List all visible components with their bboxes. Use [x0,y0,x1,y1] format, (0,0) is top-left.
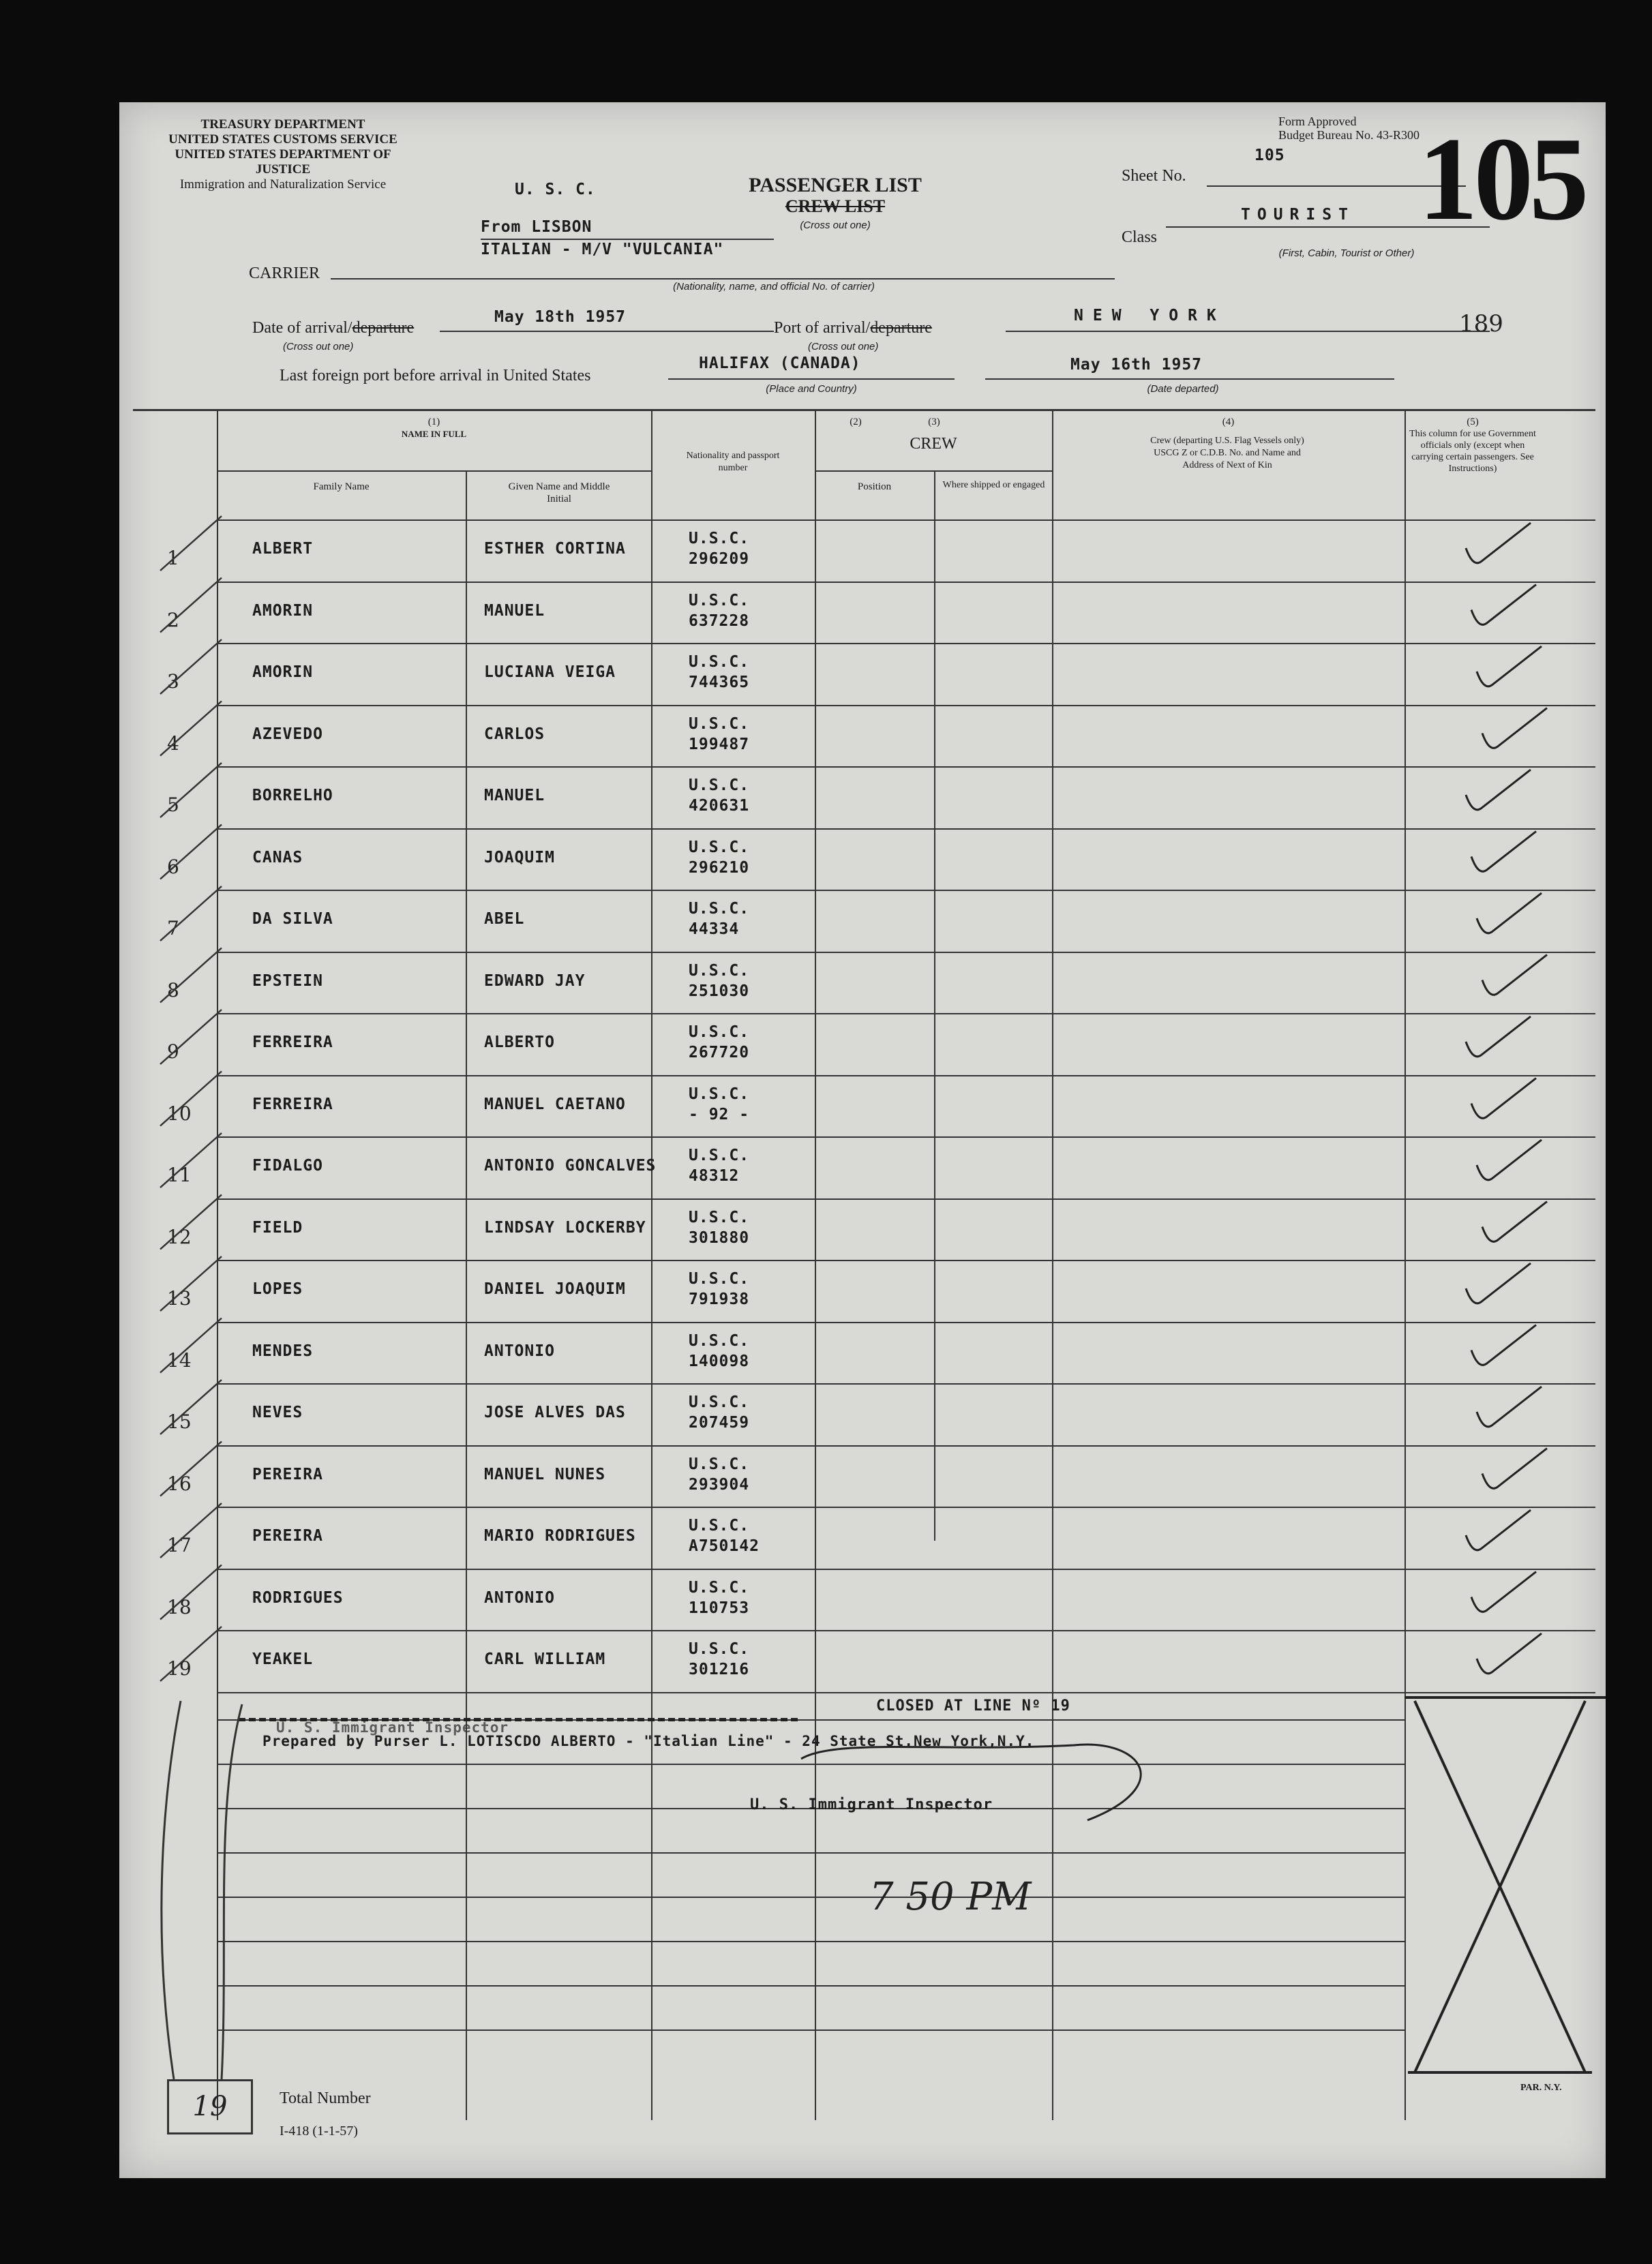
prepared-by-line: Prepared by Purser L. LOTISCDO ALBERTO - "Italian Line" - 24 State St.New York,N.Y. [262,1733,1035,1749]
given-name: ANTONIO [484,1588,555,1607]
handwritten-time: 7 50 PM [869,1875,1032,1919]
printer-mark: PAR. N.Y. [1520,2083,1562,2093]
nationality: U.S.C. [689,1208,750,1226]
check-mark [1482,955,1547,995]
carrier-label: CARRIER [249,265,320,282]
family-name: YEAKEL [252,1650,314,1668]
passport-number: 110753 [689,1599,750,1617]
col4-title: Crew (departing U.S. Flag Vessels only) USCG Z or C.D.B. No. and Name and Address of Next of Kin [1150,436,1304,470]
passport-number: 637228 [689,612,750,630]
given-name: ESTHER CORTINA [484,540,626,558]
family-name: FIDALGO [252,1157,323,1175]
line-number: 9 [167,1040,179,1063]
nationality: U.S.C. [689,1085,750,1103]
line-slash [160,763,222,817]
given-name: CARL WILLIAM [484,1650,606,1668]
arrival-label-text: Date of arrival/ [252,319,352,337]
sheet-number-typed: 105 [1255,147,1285,164]
line-number: 19 [167,1657,192,1680]
col1-family-header: Family Name [313,481,370,492]
line-number: 7 [167,917,179,939]
family-name: DA SILVA [252,910,333,928]
family-name: PEREIRA [252,1465,323,1483]
class-label: Class [1122,228,1158,246]
given-name: LINDSAY LOCKERBY [484,1218,646,1237]
line-number: 6 [167,855,179,878]
budget-bureau: Budget Bureau No. 43-R300 [1278,128,1420,142]
line-number: 4 [167,731,179,755]
passport-number: 791938 [689,1291,750,1308]
line-slash-marks [160,516,222,1681]
passport-number: 267720 [689,1044,750,1061]
line-number: 11 [167,1164,192,1186]
date-departed-caption: (Date departed) [1147,383,1219,395]
line-slash [160,1442,222,1496]
check-mark [1477,1387,1542,1427]
line-number: 17 [167,1534,192,1556]
given-name: ANTONIO GONCALVES [484,1157,657,1175]
line-number: 15 [167,1410,192,1433]
given-name: ABEL [484,910,525,928]
passport-number: 48312 [689,1167,740,1185]
col4-num: (4) [1222,417,1235,427]
line-slash [160,825,222,879]
dept-line-justice: UNITED STATES DEPARTMENT OF JUSTICE [175,147,391,177]
line-slash [160,1133,222,1188]
nationality: U.S.C. [689,1331,750,1350]
sheet-label: Sheet No. [1122,167,1186,185]
passport-number: 207459 [689,1414,750,1432]
passport-number: 293904 [689,1475,750,1494]
line-number: 8 [167,978,179,1001]
line-slash [160,578,222,633]
given-name: MANUEL [484,601,545,620]
check-mark [1482,708,1547,749]
form-number: I-418 (1-1-57) [280,2124,358,2139]
nationality: U.S.C. [689,776,750,794]
last-port-label: Last foreign port before arrival in United States [280,367,591,384]
family-name: AMORIN [252,663,314,681]
family-name: FIELD [252,1218,303,1237]
nationality: U.S.C. [689,961,750,980]
line-number: 2 [167,608,179,631]
passport-number: 199487 [689,735,750,753]
dept-line-treasury: TREASURY DEPARTMENT [200,117,365,132]
check-mark [1477,1633,1542,1674]
passport-number: 301880 [689,1228,750,1247]
nationality: U.S.C. [689,1640,750,1658]
line-number: 1 [167,547,179,569]
check-mark [1477,646,1542,686]
col5-num: (5) [1467,417,1479,427]
check-mark [1471,1325,1536,1365]
nationality: U.S.C. [689,591,750,609]
port-label-text: Port of arrival/ [774,319,871,337]
check-mark [1466,523,1531,563]
line-number: 13 [167,1287,192,1310]
passport-number: 296209 [689,550,750,568]
line-slash [160,1565,222,1620]
family-name: RODRIGUES [252,1588,344,1607]
carrier-value: ITALIAN - M/V "VULCANIA" [481,241,724,258]
family-name: MENDES [252,1342,314,1360]
family-name: ALBERT [252,540,314,558]
check-mark [1466,1016,1531,1057]
check-mark [1466,1263,1531,1303]
line-slash [160,1503,222,1558]
check-mark [1471,1572,1536,1612]
passport-number: 44334 [689,920,740,938]
check-mark [1466,1510,1531,1550]
given-name: DANIEL JOAQUIM [484,1280,626,1298]
check-mark [1471,832,1536,872]
from-port: From LISBON [481,218,592,236]
nationality: U.S.C. [689,1147,750,1164]
check-mark [1482,1202,1547,1242]
check-marks [1466,523,1547,1674]
nationality: U.S.C. [689,1517,750,1535]
family-name: PEREIRA [252,1527,323,1545]
line-slash [160,1627,222,1681]
port-value: NEW YORK [1074,307,1226,324]
col3-title: CREW [910,435,957,453]
given-name: MANUEL NUNES [484,1465,606,1483]
line-slash [160,516,222,571]
given-name: MANUEL [484,787,545,804]
left-bracket-marks [162,1701,242,2079]
line-slash [160,886,222,941]
passport-number: 301216 [689,1661,750,1678]
family-name: NEVES [252,1404,303,1421]
given-name: ALBERTO [484,1033,555,1051]
family-name: FERREIRA [252,1095,333,1113]
passport-number: 744365 [689,674,750,691]
given-name: EDWARD JAY [484,971,586,990]
line-number: 16 [167,1472,192,1495]
line-number: 12 [167,1225,192,1248]
check-mark [1482,1449,1547,1489]
last-port-value: HALIFAX (CANADA) [699,354,861,372]
nationality: U.S.C. [689,1578,750,1597]
given-name: JOSE ALVES DAS [484,1404,626,1421]
family-name: FERREIRA [252,1033,333,1051]
passport-number: 251030 [689,982,750,1000]
inspector-struck-text: U. S. Immigrant Inspector [276,1719,509,1736]
passport-number: 140098 [689,1352,750,1370]
col2-title: Nationality and passport number [686,451,780,473]
cancel-x-mark [1405,1697,1606,2072]
nationality: U.S.C. [689,1270,750,1288]
col2-num: (2) [850,417,862,427]
family-name: EPSTEIN [252,971,323,990]
usc-stamp: U. S. C. [515,181,596,198]
nationality: U.S.C. [689,838,750,856]
total-number-label: Total Number [280,2089,371,2107]
given-name: MANUEL CAETANO [484,1095,626,1113]
line-slash [160,1318,222,1373]
passport-number: 420631 [689,797,750,815]
col1-title: NAME IN FULL [401,429,467,439]
crew-list-struck: CREW LIST [785,196,886,216]
manifest-page [119,102,1606,2178]
col3-position-header: Position [857,481,892,492]
dept-line-ins: Immigration and Naturalization Service [179,177,387,192]
line-number: 18 [167,1595,192,1618]
family-name: BORRELHO [252,787,333,804]
col1-num: (1) [427,417,440,427]
inspector-signature [801,1745,1141,1820]
arrival-date: May 18th 1957 [494,308,627,326]
nationality: U.S.C. [689,1023,750,1041]
check-mark [1471,585,1536,625]
line-number: 10 [167,1102,192,1125]
line-slash [160,701,222,756]
passport-number: 296210 [689,858,750,877]
check-mark [1477,1140,1542,1180]
closed-at-line: CLOSED AT LINE Nº 19 [876,1697,1070,1715]
given-name: LUCIANA VEIGA [484,663,616,681]
family-name: AZEVEDO [252,725,323,743]
port-cross-caption: (Cross out one) [808,341,879,352]
given-name: ANTONIO [484,1342,555,1360]
last-port-caption: (Place and Country) [766,383,857,395]
line-slash [160,1072,222,1126]
arrival-cross-caption: (Cross out one) [283,341,354,352]
departure-struck: departure [352,319,415,337]
line-slash [160,948,222,1003]
nationality: U.S.C. [689,530,750,547]
col3-num: (3) [928,417,940,427]
col5-title: This column for use Government officials only (except when carrying certain passengers. See Instructions) [1409,429,1536,474]
line-number: 5 [167,794,179,816]
form-approved: Form Approved [1278,115,1357,128]
given-name: CARLOS [484,725,545,743]
line-slash [160,1380,222,1434]
col3-where-header: Where shipped or engaged [942,480,1045,490]
carrier-caption: (Nationality, name, and official No. of carrier) [673,281,875,292]
sheet-number-stamp: 105 [1418,112,1585,245]
nationality: U.S.C. [689,1393,750,1411]
nationality: U.S.C. [689,653,750,671]
class-value: TOURIST [1241,206,1355,224]
port-departure-struck: departure [870,319,932,337]
date-departed-value: May 16th 1957 [1070,356,1203,374]
check-mark [1471,1078,1536,1119]
passport-number: A750142 [689,1537,760,1555]
line-slash [160,639,222,694]
nationality: U.S.C. [689,900,750,918]
nationality: U.S.C. [689,1455,750,1473]
line-number: 3 [167,670,179,693]
line-slash [160,1256,222,1311]
family-name: CANAS [252,848,303,866]
family-name: LOPES [252,1280,303,1298]
given-name: JOAQUIM [484,848,555,866]
check-mark [1477,893,1542,933]
stamp-number: 189 [1459,310,1503,337]
check-mark [1466,770,1531,810]
family-name: AMORIN [252,601,314,620]
nationality: U.S.C. [689,714,750,733]
line-number: 14 [167,1348,192,1372]
line-slash [160,1010,222,1064]
inspector-label: U. S. Immigrant Inspector [750,1796,993,1813]
line-slash [160,1195,222,1250]
dept-line-customs: UNITED STATES CUSTOMS SERVICE [168,132,397,147]
col1-given-header: Given Name and Middle Initial [508,481,610,504]
total-number-value: 19 [192,2091,228,2122]
given-name: MARIO RODRIGUES [484,1527,636,1545]
passport-number: - 92 - [689,1105,750,1123]
cross-out-caption: (Cross out one) [800,220,871,231]
class-caption: (First, Cabin, Tourist or Other) [1278,247,1415,259]
list-title: PASSENGER LIST [749,174,922,196]
handwriting-overlay [119,102,1606,2178]
